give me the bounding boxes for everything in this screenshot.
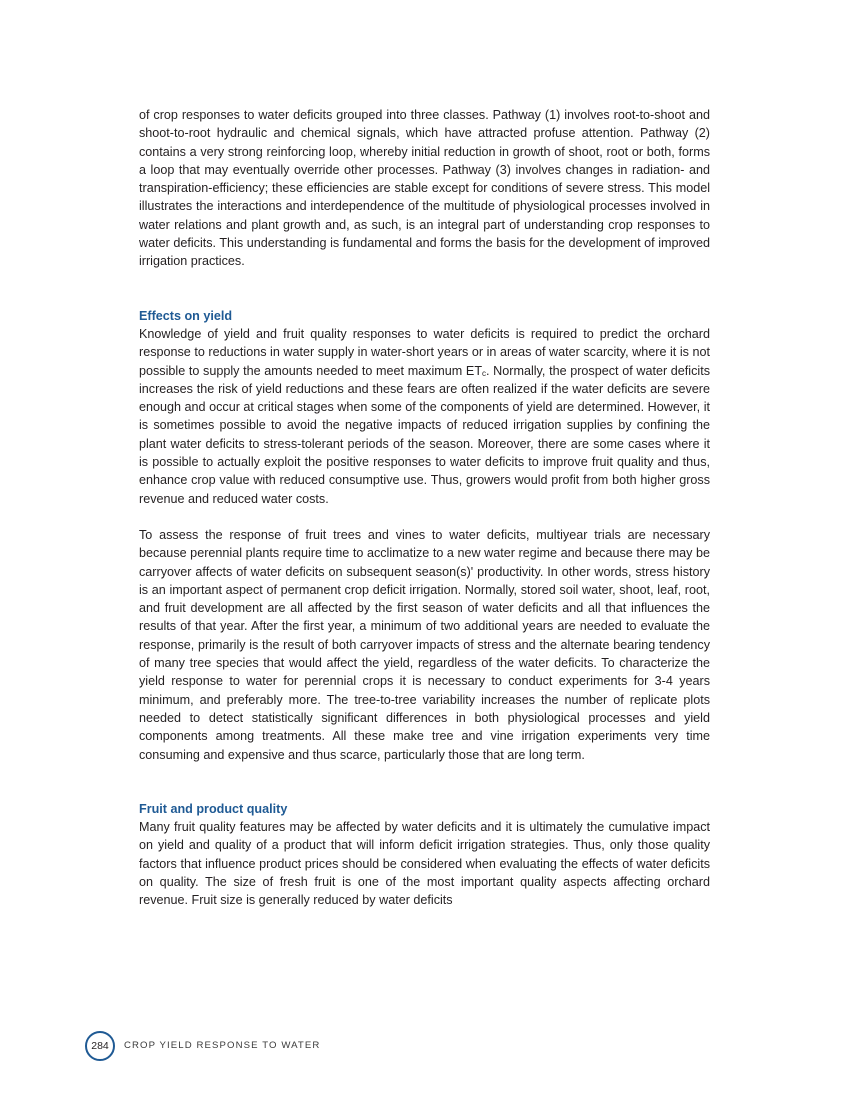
heading-effects-on-yield: Effects on yield: [139, 308, 233, 323]
running-title: CROP YIELD RESPONSE TO WATER: [124, 1040, 321, 1051]
et-subscript: c: [482, 368, 487, 378]
quality-paragraph-1: Many fruit quality features may be affected by water deficits and it is ultimately the cumulative impact on yield and quality of a product that will inform deficit irrigation strategies. Thus, only those quality factors that influence product prices should be considered when evaluating the effects of water deficits on quality. The size of fresh fruit is one of the most important quality aspects affecting orchard revenue. Fruit size is generally reduced by water deficits: [139, 820, 710, 908]
heading-fruit-quality: Fruit and product quality: [139, 801, 288, 816]
page-number-badge: [85, 1031, 115, 1061]
intro-paragraph: of crop responses to water deficits grouped into three classes. Pathway (1) involves root-to-shoot and shoot-to-root hydraulic and chemical signals, which have attracted profuse attention. Pathway (2) contains a very strong reinforcing loop, whereby initial reduction in growth of shoot, root or both, forms a loop that may eventually override other processes. Pathway (3) involves changes in radiation- and transpiration-efficiency; these efficiencies are stable except for conditions of severe stress. This model illustrates the interactions and interdependence of the multitude of physiological processes involved in water relations and plant growth and, as such, is an integral part of understanding crop responses to water deficits. This understanding is fundamental and forms the basis for the development of improved irrigation practices.: [139, 108, 710, 269]
yield-paragraph-1-text-b: . Normally, the prospect of water deficits increases the risk of yield reductions and these fears are often realized if the water deficits are severe enough and occur at critical stages when some of the components of yield are determined. However, it is sometimes possible to avoid the negative impacts of reduced irrigation supplies by confining the plant water deficits to stress-tolerant periods of the season. Moreover, there are some cases where it is possible to actually exploit the positive responses to water deficits to improve fruit quality and thus, enhance crop value with reduced consumptive use. Thus, growers would profit from both higher gross revenue and reduced water costs.: [139, 363, 710, 506]
yield-paragraph-2: To assess the response of fruit trees and vines to water deficits, multiyear trials are necessary because perennial plants require time to acclimatize to a new water regime and because there may be carryover affects of water deficits on subsequent season(s)' productivity. In other words, stress history is an important aspect of permanent crop deficit irrigation. Normally, stored soil water, shoot, leaf, root, and fruit development are all affected by the first season of water deficits and all that influences the results of that year. After the first year, a minimum of two additional years are needed to evaluate the response, primarily is the result of both carryover impacts of stress and the alternate bearing tendency of many tree species that would affect the yield, regardless of the water deficits. To characterize the yield response to water for perennial crops it is necessary to conduct experiments for 3-4 years minimum, and preferably more. The tree-to-tree variability increases the number of replicate plots needed to detect statistically significant differences in both physiological processes and yield components among treatments. All these make tree and vine irrigation experiments very time consuming and expensive and thus scarce, particularly those that are long term.: [139, 527, 710, 762]
page-body: [139, 106, 710, 910]
yield-paragraph-1-text-a: Knowledge of yield and fruit quality responses to water deficits is required to predict the orchard response to reductions in water supply in water-short years or in areas of water scarcity, where it is not possible to supply the amounts needed to meet maximum ET: [139, 326, 710, 378]
yield-paragraph-1: [139, 325, 710, 508]
page-number: 284: [91, 1039, 109, 1052]
page-footer: [85, 1031, 320, 1060]
